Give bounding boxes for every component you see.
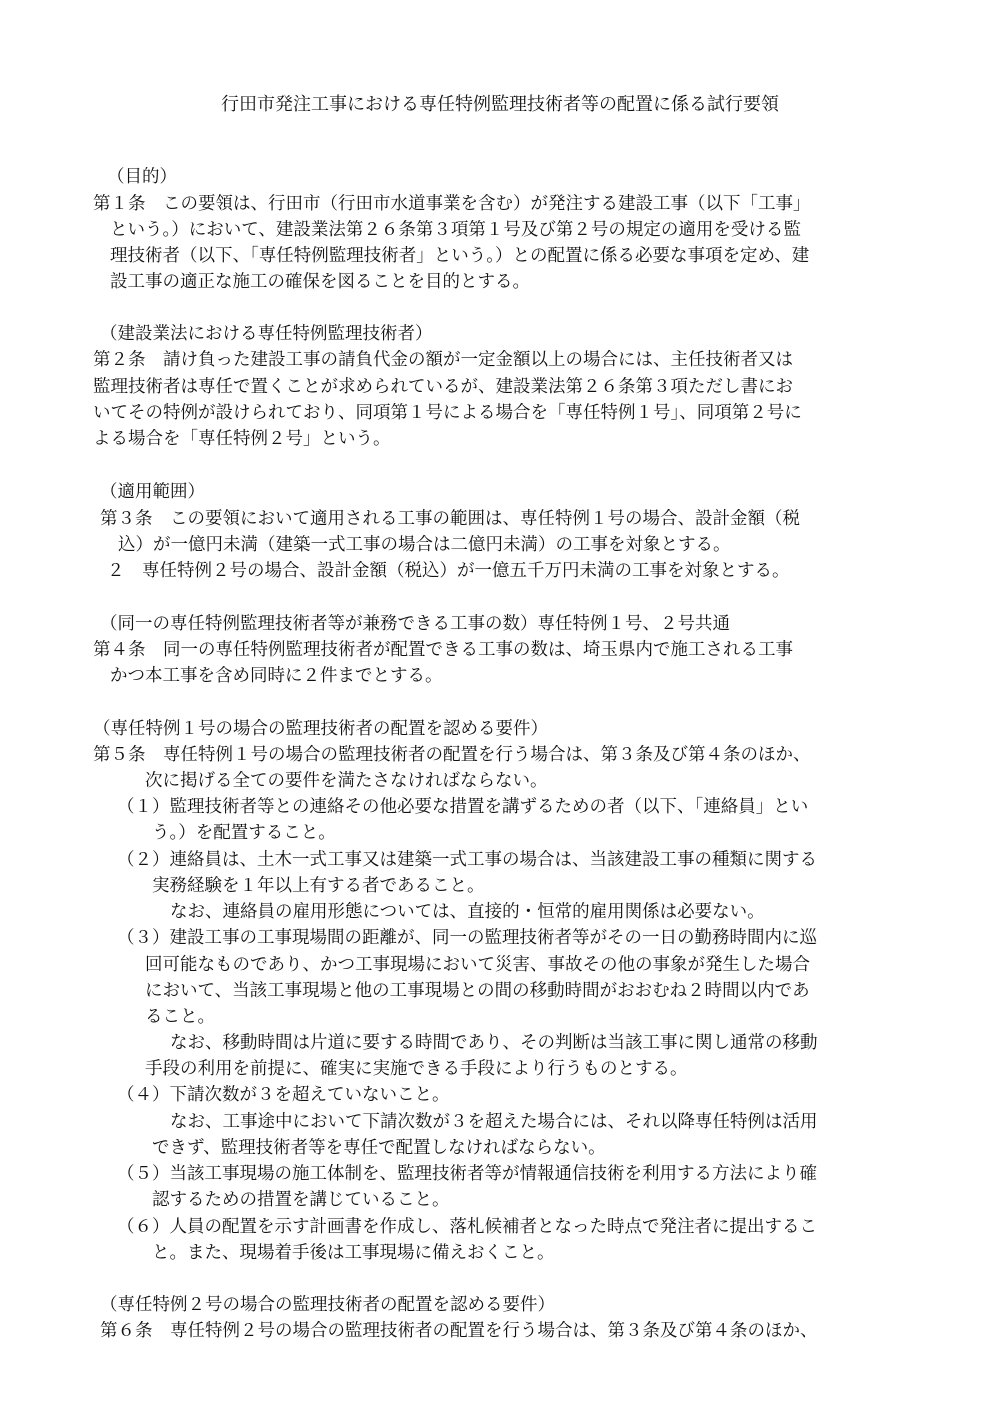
- item-3-line-2: 回可能なものであり、かつ工事現場において災害、事故その他の事象が発生した場合: [145, 955, 810, 975]
- item-5-line-1: （５）当該工事現場の施工体制を、監理技術者等が情報通信技術を利用する方法により確: [117, 1164, 817, 1184]
- item-1-line-2: う。）を配置すること。: [152, 823, 336, 843]
- article-5-line-1: 第５条 専任特例１号の場合の監理技術者の配置を行う場合は、第３条及び第４条のほか、: [93, 745, 811, 765]
- article-1-line-1: 第１条 この要領は、行田市（行田市水道事業を含む）が発注する建設工事（以下「工事」: [93, 194, 811, 214]
- article-6-line-1: 第６条 専任特例２号の場合の監理技術者の配置を行う場合は、第３条及び第４条のほか、: [100, 1321, 818, 1341]
- article-2-line-3: いてその特例が設けられており、同項第１号による場合を「専任特例１号」、同項第２号に: [93, 403, 802, 423]
- item-4-note-line-2: できず、監理技術者等を専任で配置しなければならない。: [152, 1138, 606, 1158]
- article-1-line-2: という。）において、建設業法第２６条第３項第１号及び第２号の規定の適用を受ける監: [110, 220, 801, 240]
- article-2-line-2: 監理技術者は専任で置くことが求められているが、建設業法第２６条第３項ただし書にお: [93, 377, 793, 397]
- item-2-line-2: 実務経験を１年以上有する者であること。: [152, 876, 485, 896]
- article-1-line-4: 設工事の適正な施工の確保を図ることを目的とする。: [110, 272, 530, 292]
- article-1-line-3: 理技術者（以下、「専任特例監理技術者」という。）との配置に係る必要な事項を定め、建: [110, 246, 810, 266]
- article-4-line-2: かつ本工事を含め同時に２件までとする。: [110, 666, 443, 686]
- item-4-note-line-1: なお、工事途中において下請次数が３を超えた場合には、それ以降専任特例は活用: [170, 1112, 818, 1132]
- item-1-line-1: （１）監理技術者等との連絡その他必要な措置を講ずるための者（以下、「連絡員」とい: [117, 797, 809, 817]
- article-4-line-1: 第４条 同一の専任特例監理技術者が配置できる工事の数は、埼玉県内で施工される工事: [93, 640, 793, 660]
- document-title: 行田市発注工事における専任特例監理技術者等の配置に係る試行要領: [221, 94, 779, 115]
- heading-purpose: （目的）: [107, 167, 177, 187]
- heading-article-2: （建設業法における専任特例監理技術者）: [100, 324, 433, 344]
- item-3-note-line-1: なお、移動時間は片道に要する時間であり、その判断は当該工事に関し通常の移動: [170, 1033, 818, 1053]
- item-2-line-1: （２）連絡員は、土木一式工事又は建築一式工事の場合は、当該建設工事の種類に関する: [117, 850, 817, 870]
- item-3-line-3: において、当該工事現場と他の工事現場との間の移動時間がおおむね２時間以内であ: [145, 981, 810, 1001]
- article-3-para-2: ２ 専任特例２号の場合、設計金額（税込）が一億五千万円未満の工事を対象とする。: [107, 561, 790, 581]
- item-3-line-4: ること。: [145, 1007, 215, 1027]
- item-3-note-line-2: 手段の利用を前提に、確実に実施できる手段により行うものとする。: [145, 1059, 688, 1079]
- heading-article-6: （専任特例２号の場合の監理技術者の配置を認める要件）: [100, 1295, 555, 1315]
- item-3-line-1: （３）建設工事の工事現場間の距離が、同一の監理技術者等がその一日の勤務時間内に巡: [117, 928, 817, 948]
- item-6-line-1: （６）人員の配置を示す計画書を作成し、落札候補者となった時点で発注者に提出するこ: [117, 1217, 817, 1237]
- article-3-line-2: 込）が一億円未満（建築一式工事の場合は二億円未満）の工事を対象とする。: [118, 535, 731, 555]
- heading-article-3: （適用範囲）: [100, 482, 205, 502]
- item-4-line-1: （４）下請次数が３を超えていないこと。: [117, 1085, 450, 1105]
- article-5-line-2: 次に掲げる全ての要件を満たさなければならない。: [145, 771, 548, 791]
- heading-article-5: （専任特例１号の場合の監理技術者の配置を認める要件）: [93, 719, 548, 739]
- article-2-line-4: よる場合を「専任特例２号」という。: [93, 429, 391, 449]
- heading-article-4: （同一の専任特例監理技術者等が兼務できる工事の数）専任特例１号、２号共通: [100, 614, 730, 634]
- item-5-line-2: 認するための措置を講じていること。: [152, 1190, 450, 1210]
- item-6-line-2: と。また、現場着手後は工事現場に備えおくこと。: [152, 1243, 555, 1263]
- article-3-line-1: 第３条 この要領において適用される工事の範囲は、専任特例１号の場合、設計金額（税: [100, 509, 800, 529]
- article-2-line-1: 第２条 請け負った建設工事の請負代金の額が一定金額以上の場合には、主任技術者又は: [93, 350, 793, 370]
- item-2-note: なお、連絡員の雇用形態については、直接的・恒常的雇用関係は必要ない。: [170, 902, 765, 922]
